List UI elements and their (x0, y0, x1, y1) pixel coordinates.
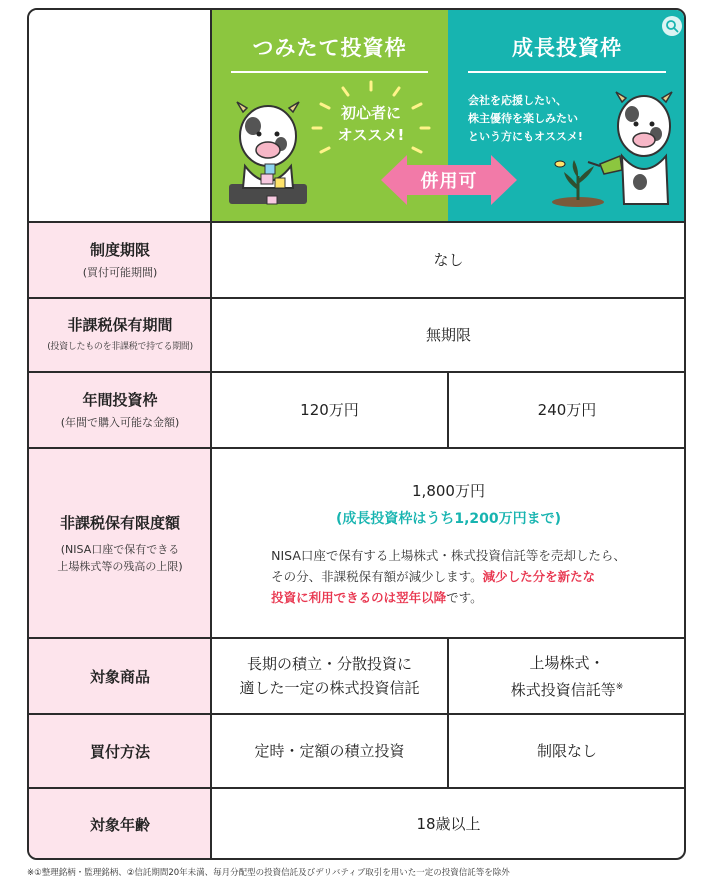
bubble-line-1: 初心者に (340, 104, 401, 122)
grid-hline-2 (29, 297, 686, 299)
label-holding-main: 非課税保有期間 (67, 316, 173, 334)
bubble-line-2: オススメ! (337, 126, 405, 144)
cow-mascot-icon (223, 96, 313, 214)
cow-watering-icon (540, 86, 680, 214)
nisa-comparison-table (27, 8, 686, 860)
row-label-age (29, 788, 211, 860)
products-growth-line-2-wrap (511, 675, 624, 702)
limit-note-line-2-normal: その分、非課税保有額が減少します。 (271, 568, 483, 584)
limit-note-line-1: NISA口座で保有する上場株式・株式投資信託等を売却したら、 (271, 547, 626, 563)
grid-hline-5 (29, 637, 686, 639)
label-age-main: 対象年齢 (89, 815, 150, 834)
header-empty-cell (29, 10, 211, 222)
value-annual-growth: 240万円 (537, 401, 597, 419)
row-label-limit (29, 448, 211, 638)
limit-note-line-3 (271, 587, 626, 608)
products-growth-line-2: 株式投資信託等 (510, 680, 616, 699)
limit-note-line-3-normal: です。 (446, 589, 483, 605)
grid-hline-6 (29, 713, 686, 715)
value-method-growth: 制限なし (536, 742, 597, 760)
value-products-growth (448, 638, 686, 714)
label-limit-main: 非課税保有限度額 (59, 513, 180, 532)
label-limit-sub (57, 541, 182, 575)
row-label-period (29, 222, 211, 298)
grid-vline-label (210, 10, 212, 860)
limit-note (271, 545, 626, 608)
value-products-tsumitate (211, 638, 448, 714)
beginner-recommend-bubble (321, 102, 421, 146)
header-growth-underline (468, 71, 666, 73)
row-label-annual (29, 372, 211, 448)
grid-hline-3 (29, 371, 686, 373)
growth-desc-line-1: 会社を応援したい、 (468, 94, 567, 107)
grid-hline-1 (29, 221, 686, 223)
products-tsumitate-line-1: 長期の積立・分散投資に (246, 655, 412, 673)
value-age: 18歳以上 (416, 815, 481, 833)
grid-hline-4 (29, 447, 686, 449)
row-label-holding (29, 298, 211, 372)
limit-sub: (成長投資枠はうち1,200万円まで) (335, 510, 562, 527)
label-method-main: 買付方法 (89, 742, 150, 761)
header-tsumitate-underline (231, 71, 428, 73)
limit-note-line-2 (271, 566, 626, 587)
growth-desc-line-3: という方にもオススメ! (468, 130, 583, 143)
label-limit-sub-line-1: (NISA口座で保有できる (60, 542, 180, 556)
grid-hline-7 (29, 787, 686, 789)
label-limit-sub-line-2: 上場株式等の残高の上限) (57, 559, 183, 573)
value-holding: 無期限 (425, 326, 471, 344)
lens-icon[interactable] (662, 16, 682, 36)
combo-label: 併用可 (420, 171, 478, 192)
products-growth-mark: ※ (615, 681, 624, 692)
row-label-method (29, 714, 211, 788)
header-growth-title: 成長投資枠 (512, 36, 622, 60)
label-period-sub: (買付可能期間) (82, 266, 158, 279)
value-period: なし (433, 251, 464, 269)
grid-vline-annual (447, 372, 449, 448)
growth-desc-line-2: 株主優待を楽しみたい (468, 112, 578, 125)
label-annual-main: 年間投資枠 (82, 391, 158, 409)
limit-main: 1,800万円 (412, 481, 485, 500)
label-annual-sub: (年間で購入可能な金額) (60, 416, 180, 429)
value-method-tsumitate: 定時・定額の積立投資 (254, 742, 405, 760)
value-limit (211, 448, 686, 638)
header-tsumitate-title: つみたて投資枠 (252, 36, 407, 60)
products-growth-line-1: 上場株式・ (529, 653, 605, 672)
label-period-main: 制度期限 (89, 241, 150, 259)
label-holding-sub: (投資したものを非課税で持てる期間) (47, 342, 193, 352)
value-annual-tsumitate: 120万円 (300, 401, 359, 419)
footnote: ※①整理銘柄・監理銘柄、②信託期間20年未満、毎月分配型の投資信託及びデリバティブ取引を用いた一定の投資信託等を除外 (27, 868, 510, 878)
products-tsumitate-line-2: 適した一定の株式投資信託 (239, 679, 420, 697)
limit-note-line-3-red: 投資に利用できるのは翌年以降 (271, 589, 447, 605)
limit-note-line-2-red: 減少した分を新たな (482, 568, 596, 584)
row-label-products (29, 638, 211, 714)
label-products-main: 対象商品 (89, 667, 150, 686)
